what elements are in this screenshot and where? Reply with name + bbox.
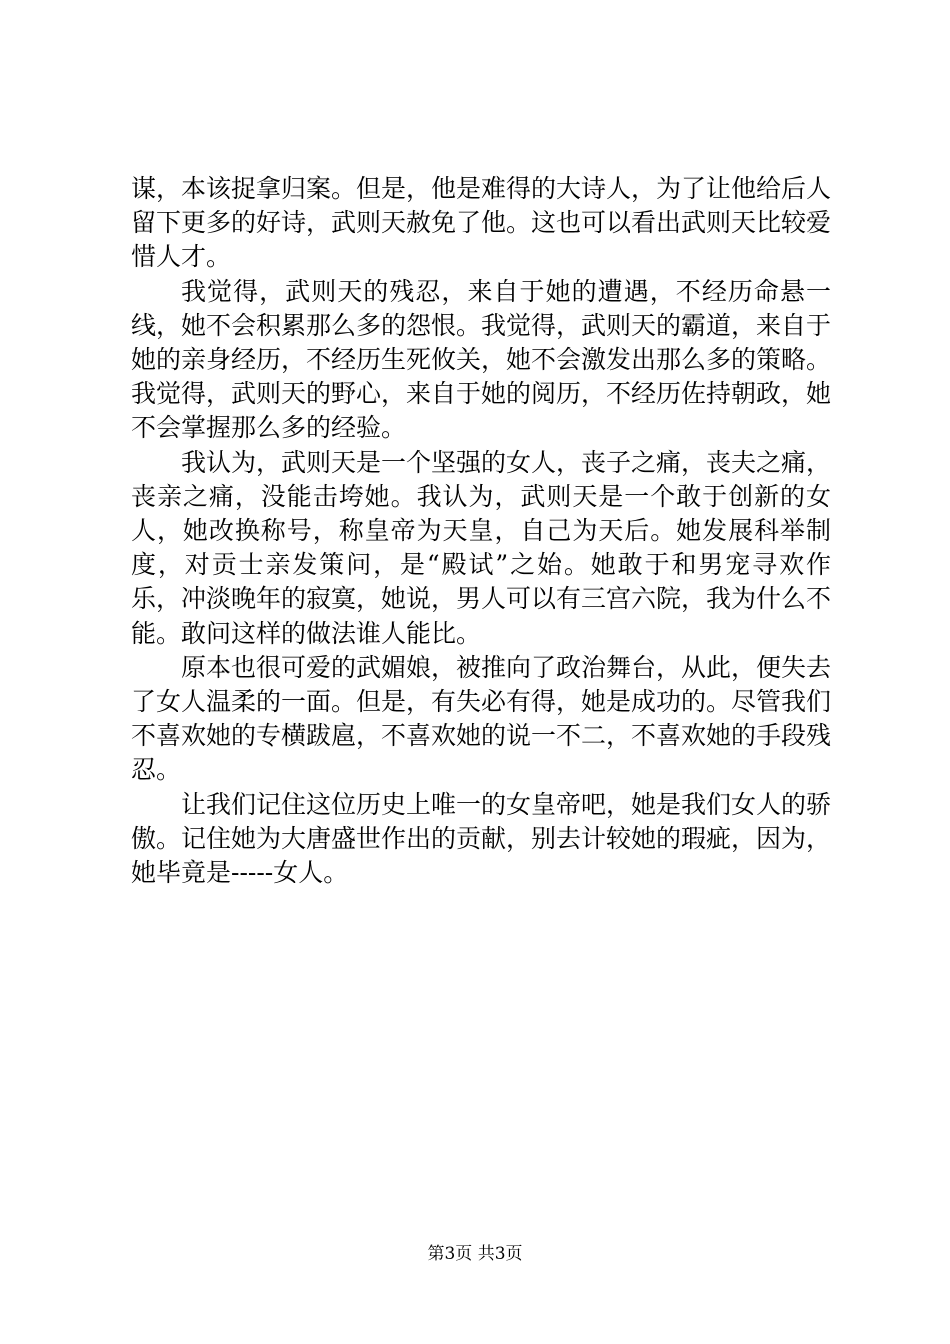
page-number-footer: 第3页 共3页 [427, 1244, 523, 1264]
paragraph-4: 原本也很可爱的武媚娘，被推向了政治舞台，从此，便失去了女人温柔的一面。但是，有失必有得，她是成功的。尽管我们不喜欢她的专横跋扈，不喜欢她的说一不二，不喜欢她的手段残忍。 [131, 652, 832, 785]
paragraph-3: 我认为，武则天是一个坚强的女人，丧子之痛，丧夫之痛，丧亲之痛，没能击垮她。我认为，武则天是一个敢于创新的女人，她改换称号，称皇帝为天皇，自己为天后。她发展科举制度，对贡士亲发策问，是“殿试”之始。她敢于和男宠寻欢作乐，冲淡晚年的寂寞，她说，男人可以有三宫六院，我为什么不能。敢问这样的做法谁人能比。 [131, 447, 832, 648]
paragraph-5: 让我们记住这位历史上唯一的女皇帝吧，她是我们女人的骄傲。记住她为大唐盛世作出的贡献，别去计较她的瑕疵，因为，她毕竟是-----女人。 [131, 789, 832, 888]
paragraph-1: 谋，本该捉拿归案。但是，他是难得的大诗人，为了让他给后人留下更多的好诗，武则天赦免了他。这也可以看出武则天比较爱惜人才。 [131, 174, 832, 272]
document-body [131, 172, 831, 890]
paragraph-2: 我觉得，武则天的残忍，来自于她的遭遇，不经历命悬一线，她不会积累那么多的怨恨。我觉得，武则天的霸道，来自于她的亲身经历，不经历生死攸关，她不会激发出那么多的策略。我觉得，武则天的野心，来自于她的阅历，不经历佐持朝政，她不会掌握那么多的经验。 [131, 276, 832, 443]
